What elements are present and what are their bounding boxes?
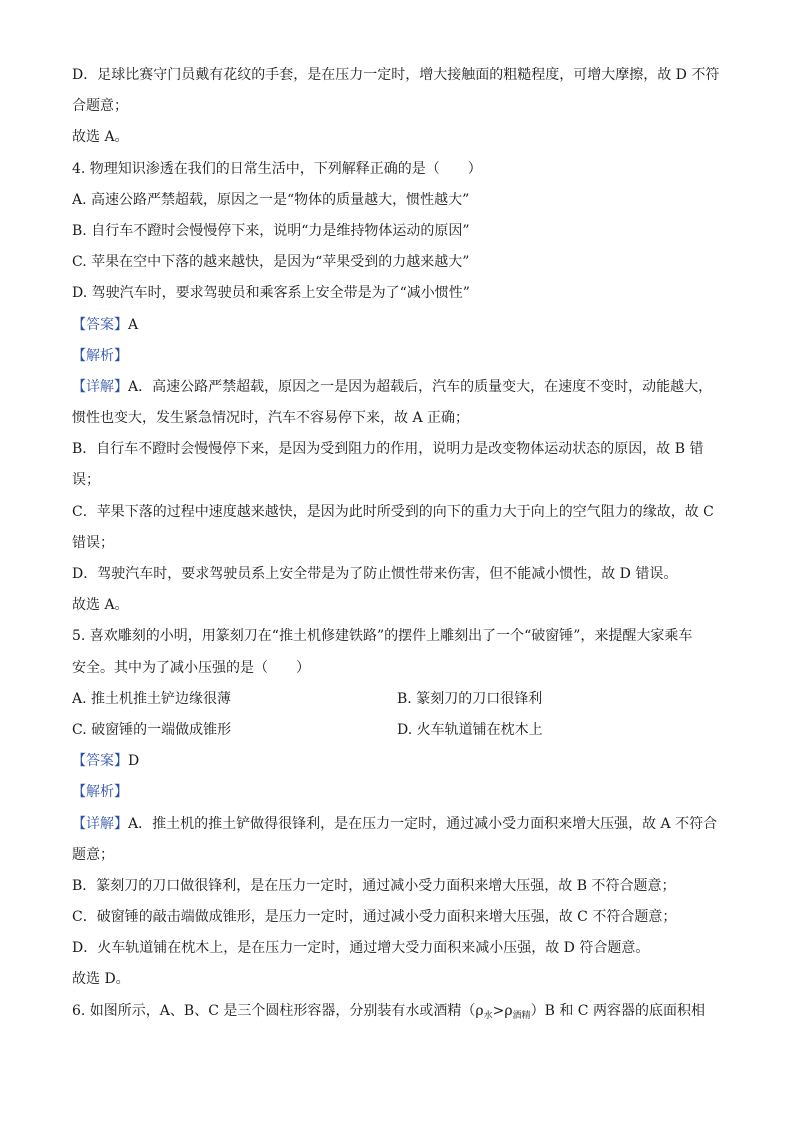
q5-option-c: C. 破窗锤的一端做成锥形	[72, 721, 232, 738]
q6-stem-pre: 6. 如图所示，A、B、C 是三个圆柱形容器，分别装有水或酒精（ρ	[72, 1002, 484, 1019]
q6-stem-post: ）B 和 C 两容器的底面积相	[530, 1002, 705, 1019]
document-page	[72, 60, 722, 1027]
q4-analysis-tag	[72, 341, 722, 372]
q5-answer-value: D	[128, 753, 140, 770]
q4-option-d: D. 驾驶汽车时，要求驾驶员和乘客系上安全带是为了“减小惯性”	[72, 285, 470, 302]
q4-option-c: C. 苹果在空中下落的越来越快，是因为“苹果受到的力越来越大”	[72, 254, 470, 271]
q6-sub-water: 水	[483, 1010, 493, 1021]
q5-conclusion: 故选 D。	[72, 971, 130, 988]
q4-stem: 4. 物理知识渗透在我们的日常生活中，下列解释正确的是（ ）	[72, 160, 482, 177]
q4-conclusion: 故选 A。	[72, 597, 129, 614]
q5-detail-tag: 【详解】	[72, 815, 128, 832]
q5-detail-text-0: A．推土机的推土铲做得很锋利，是在压力一定时，通过减小受力面积来增大压强，故 A 不符合	[128, 815, 718, 832]
q5-answer-tag: 【答案】	[72, 753, 128, 770]
q4-detail-line-5: 错误；	[72, 534, 114, 551]
q4-option-a: A. 高速公路严禁超载，原因之一是“物体的质量越大，惯性越大”	[72, 191, 470, 208]
q5-option-a: A. 推土机推土铲边缘很薄	[72, 690, 232, 707]
q4-answer	[72, 310, 722, 341]
q4-answer-value: A	[128, 316, 139, 333]
q5-answer	[72, 746, 722, 777]
q4-answer-tag: 【答案】	[72, 316, 128, 333]
q4-analysis-label: 【解析】	[72, 347, 128, 364]
q5-detail-line-2: B．篆刻刀的刀口做很锋利，是在压力一定时，通过减小受力面积来增大压强，故 B 不符合题意；	[72, 877, 676, 894]
q5-option-d: D. 火车轨道铺在枕木上	[397, 721, 543, 738]
q5-analysis-tag	[72, 777, 722, 808]
q5-option-b: B. 篆刻刀的刀口很锋利	[397, 690, 543, 707]
q5-stem-line2: 安全。其中为了减小压强的是（ ）	[72, 659, 310, 676]
q4-detail-text-0: A．高速公路严禁超载，原因之一是因为超载后，汽车的质量变大，在速度不变时，动能越大，	[128, 378, 713, 395]
q4-detail-line-2: B．自行车不蹬时会慢慢停下来，是因为受到阻力的作用，说明力是改变物体运动状态的原因，故 B 错	[72, 441, 704, 458]
q4-detail-tag: 【详解】	[72, 378, 128, 395]
q5-detail-line-3: C．破窗锤的敲击端做成锥形，是压力一定时，通过减小受力面积来增大压强，故 C 不符合题意；	[72, 909, 677, 926]
q3-conclusion: 故选 A。	[72, 129, 129, 146]
q4-detail-line-4: C．苹果下落的过程中速度越来越快，是因为此时所受到的向下的重力大于向上的空气阻力的缘故，故 C	[72, 503, 714, 520]
q6-stem	[72, 996, 722, 1027]
q4-detail-line-1: 惯性也变大，发生紧急情况时，汽车不容易停下来，故 A 正确；	[72, 410, 470, 427]
q5-options-row-1	[72, 684, 722, 715]
q5-detail-line-0	[72, 809, 722, 840]
q4-option-b: B. 自行车不蹬时会慢慢停下来，说明“力是维持物体运动的原因”	[72, 222, 470, 239]
q6-stem-mid: >ρ	[492, 1002, 513, 1019]
q4-detail-line-6: D．驾驶汽车时，要求驾驶员系上安全带是为了防止惯性带来伤害，但不能减小惯性，故 D 错误。	[72, 566, 678, 582]
q5-options-row-2	[72, 715, 722, 746]
q3-option-d-line2: 合题意；	[72, 98, 128, 115]
q5-analysis-label: 【解析】	[72, 784, 128, 801]
q3-option-d-line1: D．足球比赛守门员戴有花纹的手套，是在压力一定时，增大接触面的粗糙程度，可增大摩擦，故 D 不符	[72, 67, 720, 83]
q5-detail-line-4: D．火车轨道铺在枕木上，是在压力一定时，通过增大受力面积来减小压强，故 D 符合题意。	[72, 940, 650, 957]
q4-detail-line-3: 误；	[72, 472, 100, 489]
q6-sub-alcohol: 酒精	[512, 1010, 531, 1021]
q4-detail-line-0	[72, 372, 722, 403]
q5-stem-line1: 5. 喜欢雕刻的小明，用篆刻刀在“推土机修建铁路”的摆件上雕刻出了一个“破窗锤”，来提醒大家乘车	[72, 628, 693, 645]
q5-detail-line-1: 题意；	[72, 846, 114, 863]
